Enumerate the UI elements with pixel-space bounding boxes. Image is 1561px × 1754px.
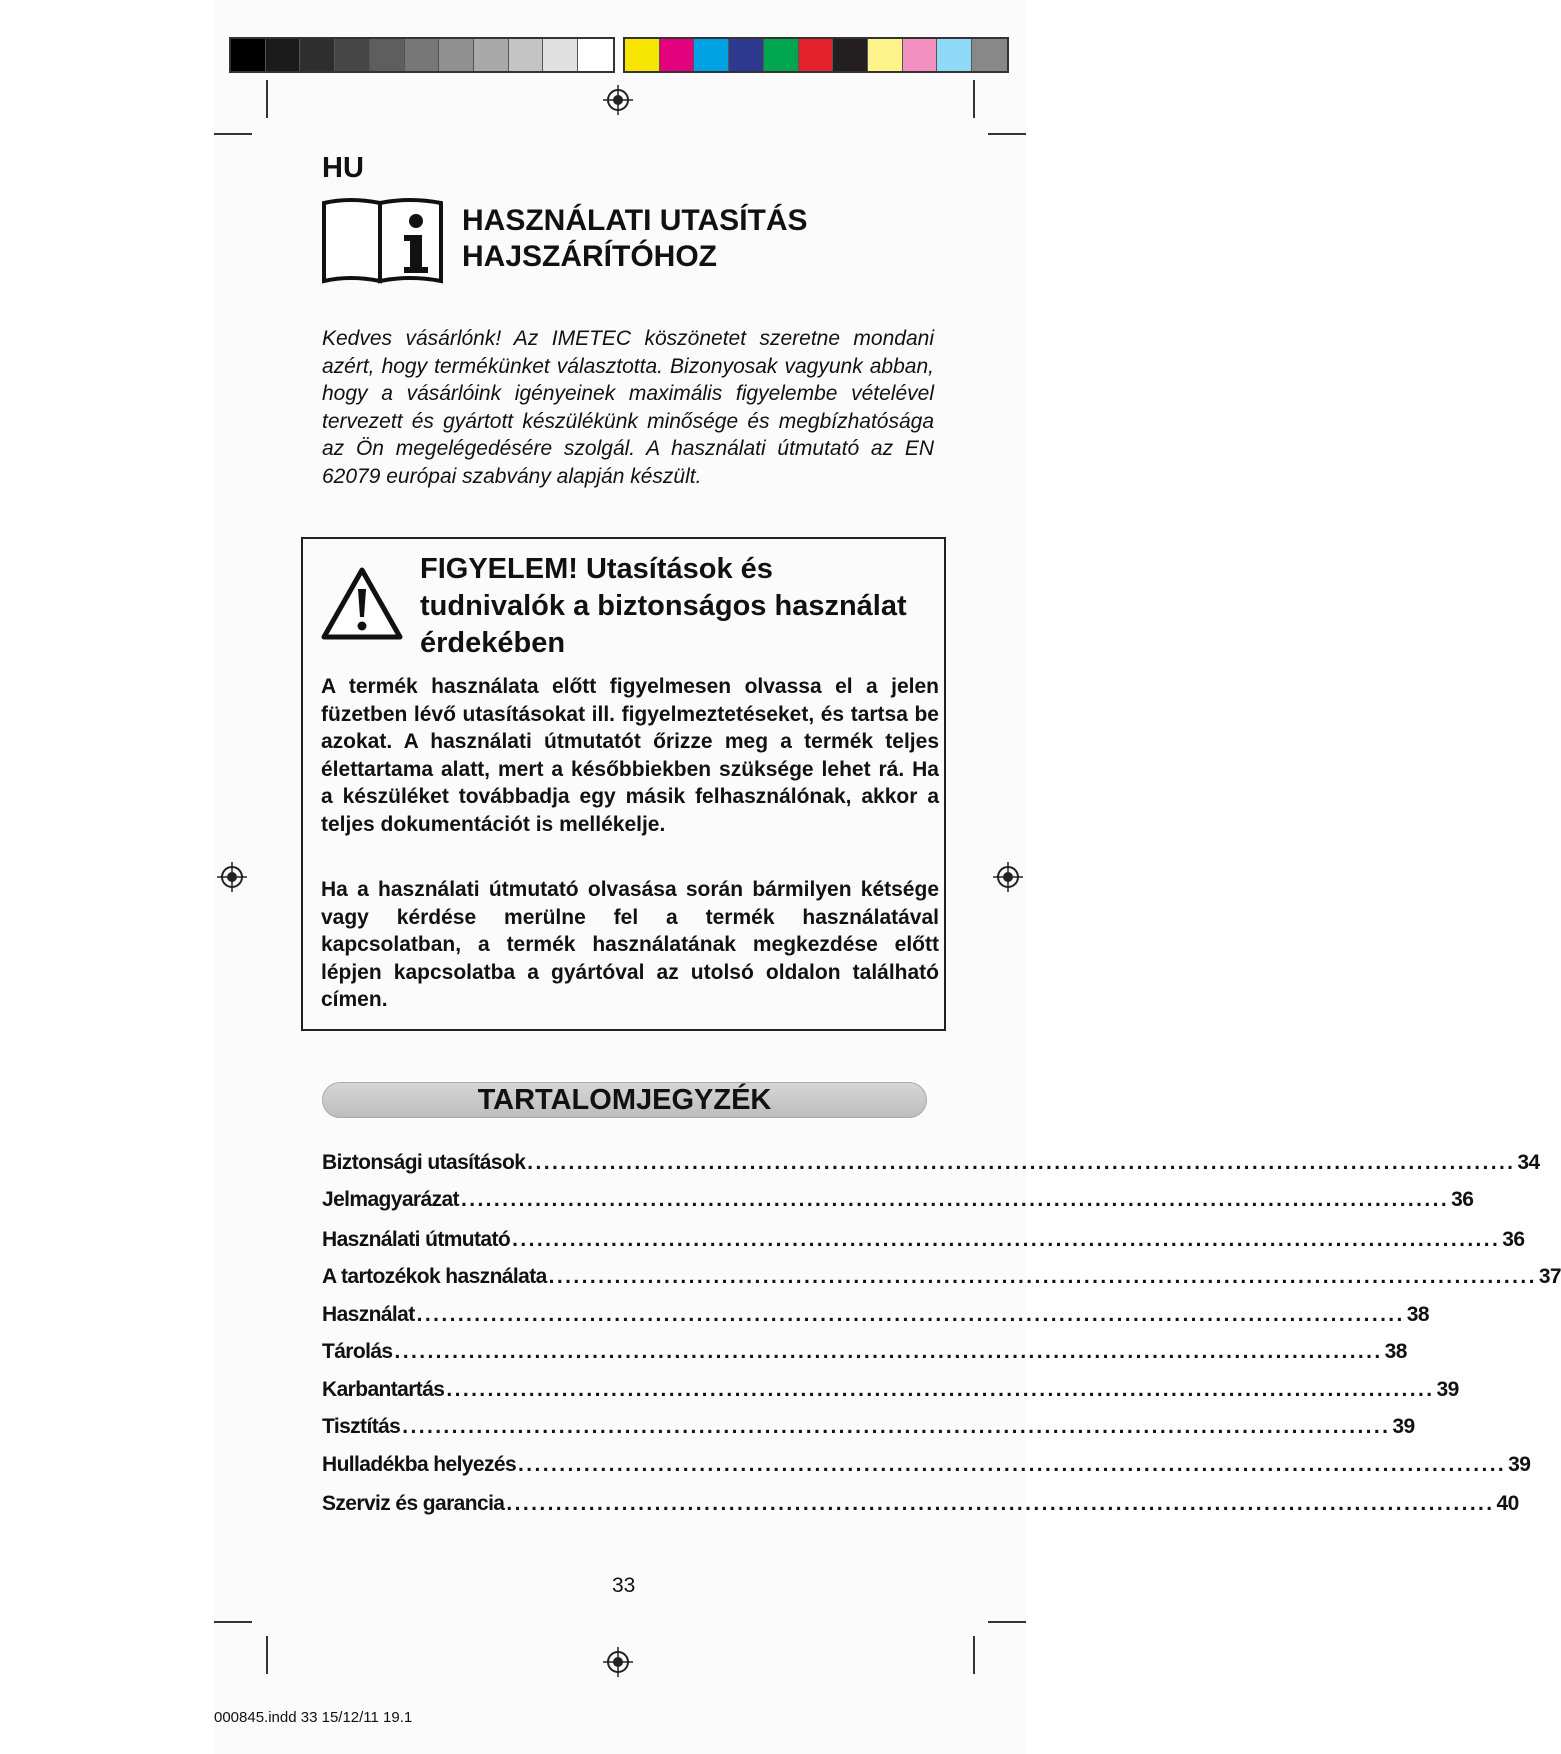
toc-item-page: 40 (1496, 1492, 1519, 1515)
toc-item[interactable] (322, 1186, 1474, 1214)
toc-item-page: 39 (1436, 1378, 1459, 1401)
toc-item[interactable] (322, 1413, 1415, 1441)
print-slug: 000845.indd 33 15/12/11 19.1 (214, 1709, 413, 1726)
color-swatch (625, 39, 660, 71)
toc-item-page: 36 (1502, 1228, 1525, 1251)
color-swatch (578, 39, 613, 71)
registration-mark-icon (603, 1647, 633, 1677)
warning-paragraph: A termék használata előtt figyelmesen olvassa el a jelen füzetben lévő utasításokat ill. figyelmeztetéseket, és tartsa be azokat. A használati útmutatót őrizze meg a termék teljes élettartama alatt, mert a későbbiekben szüksége lehet rá. Ha a készüléket továbbadja egy másik felhasználónak, akkor a teljes dokumentációt is mellékelje. (321, 675, 939, 836)
color-swatch (937, 39, 972, 71)
color-swatch (868, 39, 903, 71)
toc-item-label: Szerviz és garancia (322, 1492, 505, 1515)
toc-item-page: 38 (1384, 1340, 1407, 1363)
crop-mark (266, 1636, 268, 1674)
toc-dot-leader: ........................................................................................................................ (527, 1151, 1516, 1174)
toc-item[interactable] (322, 1263, 1561, 1291)
language-code: HU (322, 152, 364, 184)
toc-item-page: 37 (1538, 1265, 1561, 1288)
color-swatch (543, 39, 578, 71)
page-number: 33 (612, 1574, 636, 1597)
warning-title-line: tudnivalók a biztonságos használat (420, 590, 907, 622)
toc-item[interactable] (322, 1490, 1519, 1518)
toc-item-label: Tárolás (322, 1340, 393, 1363)
crop-mark (214, 1621, 252, 1623)
toc-dot-leader: ........................................................................................................................ (512, 1228, 1501, 1251)
toc-item-page: 39 (1508, 1453, 1531, 1476)
color-swatch (509, 39, 544, 71)
crop-mark (214, 133, 252, 135)
title-line: HAJSZÁRÍTÓHOZ (462, 240, 717, 273)
color-swatch (972, 39, 1007, 71)
toc-item[interactable] (322, 1338, 1407, 1366)
toc-item[interactable] (322, 1149, 1540, 1177)
color-swatch (266, 39, 301, 71)
toc-item[interactable] (322, 1301, 1429, 1329)
title-line: HASZNÁLATI UTASÍTÁS (462, 204, 808, 237)
color-swatch (405, 39, 440, 71)
toc-dot-leader: ........................................................................................................................ (402, 1415, 1391, 1438)
process-color-bar (623, 37, 1009, 73)
toc-dot-leader: ........................................................................................................................ (460, 1188, 1450, 1211)
toc-item-label: Használat (322, 1303, 415, 1326)
toc-item-label: Használati útmutató (322, 1228, 511, 1251)
color-swatch (799, 39, 834, 71)
toc-dot-leader: ........................................................................................................................ (548, 1265, 1537, 1288)
color-swatch (903, 39, 938, 71)
toc-dot-leader: ........................................................................................................................ (416, 1303, 1405, 1326)
warning-title-line: érdekében (420, 627, 566, 659)
warning-title (420, 551, 940, 662)
toc-dot-leader: ........................................................................................................................ (446, 1378, 1435, 1401)
registration-mark-icon (217, 862, 247, 892)
color-swatch (231, 39, 266, 71)
color-swatch (439, 39, 474, 71)
crop-mark (988, 1621, 1026, 1623)
crop-mark (973, 80, 975, 118)
color-swatch (660, 39, 695, 71)
registration-mark-icon (993, 862, 1023, 892)
toc-dot-leader: ........................................................................................................................ (518, 1453, 1507, 1476)
toc-item[interactable] (322, 1226, 1525, 1254)
color-swatch (335, 39, 370, 71)
toc-dot-leader: ........................................................................................................................ (394, 1340, 1383, 1363)
toc-item-label: A tartozékok használata (322, 1265, 547, 1288)
toc-item-page: 39 (1392, 1415, 1415, 1438)
grayscale-color-bar (229, 37, 615, 73)
crop-mark (988, 133, 1026, 135)
toc-item-label: Biztonsági utasítások (322, 1151, 526, 1174)
color-swatch (370, 39, 405, 71)
color-swatch (474, 39, 509, 71)
warning-paragraph: Ha a használati útmutató olvasása során bármilyen kétsége vagy kérdése merülne fel a termék használatával kapcsolatban, a termék használatának megkezdése előtt lépjen kapcsolatba a gyártóval az utolsó oldalon található címen. (321, 878, 939, 1011)
toc-heading: TARTALOMJEGYZÉK (322, 1082, 927, 1118)
color-swatch (694, 39, 729, 71)
warning-title-line: FIGYELEM! Utasítások és (420, 553, 773, 585)
toc-item-page: 34 (1517, 1151, 1540, 1174)
color-swatch (833, 39, 868, 71)
page-title (462, 203, 808, 275)
intro-paragraph: Kedves vásárlónk! Az IMETEC köszönetet szeretne mondani azért, hogy termékünket választotta. Bizonyosak vagyunk abban, hogy a vásárlóink igényeinek maximális figyelembe vételével tervezett és gyártott készülékünk minősége és megbízhatósága az Ön megelégedésére szolgál. A használati útmutató az EN 62079 európai szabvány alapján készült. (322, 327, 934, 488)
color-swatch (729, 39, 764, 71)
toc-item[interactable] (322, 1376, 1459, 1404)
color-swatch (764, 39, 799, 71)
toc-item-page: 38 (1406, 1303, 1429, 1326)
toc-item-label: Karbantartás (322, 1378, 445, 1401)
color-swatch (300, 39, 335, 71)
toc-item-label: Tisztítás (322, 1415, 401, 1438)
toc-item-page: 36 (1451, 1188, 1474, 1211)
warning-triangle-icon (320, 565, 404, 643)
toc-item-label: Hulladékba helyezés (322, 1453, 517, 1476)
toc-item[interactable] (322, 1451, 1531, 1479)
toc-dot-leader: ........................................................................................................................ (506, 1492, 1495, 1515)
info-book-icon (320, 195, 445, 285)
toc-item-label: Jelmagyarázat (322, 1188, 459, 1211)
crop-mark (266, 80, 268, 118)
crop-mark (973, 1636, 975, 1674)
registration-mark-icon (603, 85, 633, 115)
